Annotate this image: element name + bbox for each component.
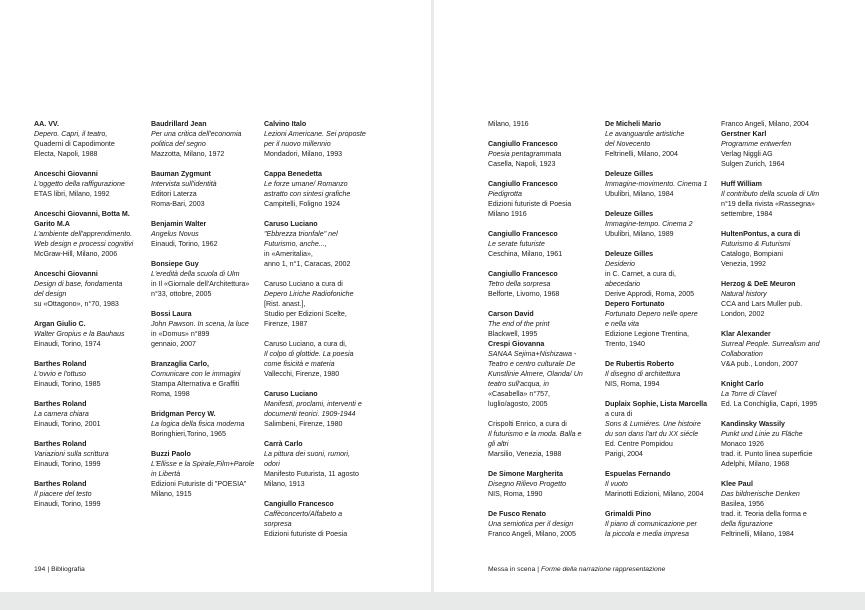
entry-author: Klar Alexander bbox=[721, 330, 771, 338]
bibliography-entry bbox=[264, 389, 382, 429]
entry-author: Carson David bbox=[488, 310, 534, 318]
entry-publication: Mazzotta, Milano, 1972 bbox=[151, 150, 225, 158]
entry-publication: Campitelli, Foligno 1924 bbox=[264, 200, 341, 208]
entry-author: Cangiullo Francesco bbox=[264, 500, 334, 508]
entry-title: Intervista sull'identità bbox=[151, 180, 217, 188]
entry-title: Collaboration bbox=[721, 350, 763, 358]
entry-publication: Adelphi, Milano, 1968 bbox=[721, 460, 790, 468]
entry-author: Bonsiepe Guy bbox=[151, 260, 199, 268]
entry-publication: Roma-Bari, 2003 bbox=[151, 200, 205, 208]
bibliography-entry bbox=[34, 209, 152, 259]
entry-publication: Studio per Edizioni Scelte, bbox=[264, 310, 347, 318]
entry-publication: Franco Angeli, Milano, 2005 bbox=[488, 530, 576, 538]
entry-title: La Torre di Clavel bbox=[721, 390, 777, 398]
entry-title: Il disegno di architettura bbox=[605, 370, 681, 378]
bibliography-entry bbox=[721, 119, 839, 169]
entry-author: Bossi Laura bbox=[151, 310, 192, 318]
entry-author: Barthes Roland bbox=[34, 480, 87, 488]
entry-author: Depero Fortunato bbox=[605, 300, 665, 308]
bibliography-entry bbox=[605, 469, 723, 499]
entry-author: Branzaglia Carlo, bbox=[151, 360, 209, 368]
bibliography-entry bbox=[721, 329, 839, 369]
entry-title: Le serate futuriste bbox=[488, 240, 545, 248]
entry-publication: Caruso Luciano, a cura di, bbox=[264, 340, 347, 348]
entry-title: Caffèconcerto/Alfabeto a bbox=[264, 510, 343, 518]
left-footer bbox=[34, 566, 85, 573]
entry-title: astratto con sintesi grafiche bbox=[264, 190, 351, 198]
bibliography-entry bbox=[34, 269, 152, 309]
entry-title: Le forze umane/ Romanzo bbox=[264, 180, 348, 188]
bib-column-1 bbox=[34, 119, 152, 519]
entry-author: Duplaix Sophie, Lista Marcella bbox=[605, 400, 708, 408]
entry-title: Variazioni sulla scrittura bbox=[34, 450, 109, 458]
entry-title: Futurismo, anche..., bbox=[264, 240, 327, 248]
entry-title: La logica della fisica moderna bbox=[151, 420, 245, 428]
entry-author: Espuelas Fernando bbox=[605, 470, 671, 478]
entry-publication: «Casabella» n°757, bbox=[488, 390, 550, 398]
entry-title: in Libertà bbox=[151, 470, 181, 478]
entry-title: e nella vita bbox=[605, 320, 639, 328]
entry-title: Manifesti, proclami, interventi e bbox=[264, 400, 362, 408]
entry-title: Natural history bbox=[721, 290, 767, 298]
entry-publication: McGraw-Hill, Milano, 2006 bbox=[34, 250, 118, 258]
entry-author: Cangiullo Francesco bbox=[488, 230, 558, 238]
entry-author: De Simone Margherita bbox=[488, 470, 563, 478]
entry-publication: Marinotti Edizioni, Milano, 2004 bbox=[605, 490, 704, 498]
entry-publication: a cura di bbox=[605, 410, 633, 418]
entry-author: Herzog & DeE Meuron bbox=[721, 280, 796, 288]
entry-author: Argan Giulio C. bbox=[34, 320, 86, 328]
bibliography-entry bbox=[721, 419, 839, 469]
entry-title: Web design e processi cognitivi bbox=[34, 240, 134, 248]
entry-author: Bridgman Percy W. bbox=[151, 410, 216, 418]
book-title: Messa in scena bbox=[488, 566, 536, 573]
entry-publication: Ubulibri, Milano, 1989 bbox=[605, 230, 674, 238]
entry-author: Baudrillard Jean bbox=[151, 120, 207, 128]
right-page bbox=[434, 0, 865, 592]
entry-author: AA. VV. bbox=[34, 120, 59, 128]
bibliography-entry bbox=[721, 179, 839, 219]
entry-title: Desiderio bbox=[605, 260, 635, 268]
entry-author: Caruso Luciano bbox=[264, 220, 318, 228]
entry-title: sorpresa bbox=[264, 520, 292, 528]
entry-title: Le avanguardie artistiche bbox=[605, 130, 685, 138]
entry-publication: luglio/agosto, 2005 bbox=[488, 400, 548, 408]
entry-publication: Catalogo, Bompiani bbox=[721, 250, 783, 258]
entry-publication: Basilea, 1956 bbox=[721, 500, 764, 508]
entry-publication: Edizioni futuriste di Poesia bbox=[264, 530, 348, 538]
bibliography-entry bbox=[34, 169, 152, 199]
entry-title: documenti teorici. 1909-1944 bbox=[264, 410, 356, 418]
entry-publication: Einaudi, Torino, 1962 bbox=[151, 240, 218, 248]
entry-title: per il nuovo millennio bbox=[264, 140, 331, 148]
entry-title: L'ambiente dell'apprendimento. bbox=[34, 230, 133, 238]
page-number: 194 bbox=[34, 566, 46, 573]
bibliography-entry bbox=[605, 209, 723, 239]
entry-publication: n°19 della rivista «Rassegna» bbox=[721, 200, 815, 208]
bibliography-entry bbox=[264, 119, 382, 159]
entry-publication: Casella, Napoli, 1923 bbox=[488, 160, 556, 168]
entry-author: Klee Paul bbox=[721, 480, 753, 488]
entry-publication: in «Domus» n°899 bbox=[151, 330, 210, 338]
bibliography-entry bbox=[34, 399, 152, 429]
entry-author: Cangiullo Francesco bbox=[488, 180, 558, 188]
entry-publication: Feltrinelli, Milano, 1984 bbox=[721, 530, 794, 538]
bibliography-entry bbox=[34, 119, 152, 159]
entry-publication: Quaderni di Capodimonte bbox=[34, 140, 115, 148]
entry-publication: Einaudi, Torino, 1985 bbox=[34, 380, 101, 388]
entry-author: Barthes Roland bbox=[34, 400, 87, 408]
entry-author: De Micheli Mario bbox=[605, 120, 661, 128]
bib-column-5 bbox=[605, 119, 723, 549]
bibliography-entry bbox=[151, 409, 269, 439]
entry-title: teatro sull'acqua, in bbox=[488, 380, 549, 388]
bib-column-2 bbox=[151, 119, 269, 509]
entry-title: L'ovvio e l'ottuso bbox=[34, 370, 87, 378]
entry-title: Il piano di comunicazione per bbox=[605, 520, 697, 528]
entry-title: Walter Gropius e la Bauhaus bbox=[34, 330, 125, 338]
entry-title: SANAA Sejima+Nishizawa - bbox=[488, 350, 577, 358]
entry-title: du son dans l'art du XX siécle bbox=[605, 430, 699, 438]
bibliography-entry bbox=[34, 479, 152, 509]
entry-author: HultenPontus, a cura di bbox=[721, 230, 801, 238]
entry-title: Futurismo & Futurismi bbox=[721, 240, 791, 248]
bibliography-entry bbox=[488, 139, 606, 169]
entry-publication: Salimbeni, Firenze, 1980 bbox=[264, 420, 343, 428]
entry-publication: Milano, 1913 bbox=[264, 480, 305, 488]
entry-publication: Ed. Centre Pompidou bbox=[605, 440, 673, 448]
bibliography-entry bbox=[264, 339, 382, 379]
entry-title: Immagine-tempo. Cinema 2 bbox=[605, 220, 693, 228]
entry-title: Punkt und Linie zu Fläche bbox=[721, 430, 803, 438]
entry-author: Caruso Luciano bbox=[264, 390, 318, 398]
section-name: Bibliografia bbox=[51, 566, 85, 573]
entry-publication: Firenze, 1987 bbox=[264, 320, 308, 328]
bibliography-entry bbox=[488, 269, 606, 299]
entry-publication: Einaudi, Torino, 2001 bbox=[34, 420, 101, 428]
bibliography-entry bbox=[34, 359, 152, 389]
entry-title: L'eredità della scuola di Ulm bbox=[151, 270, 240, 278]
entry-publication: su «Ottagono», n°70, 1983 bbox=[34, 300, 119, 308]
entry-author: Buzzi Paolo bbox=[151, 450, 191, 458]
bibliography-entry bbox=[488, 179, 606, 219]
entry-title: La camera chiara bbox=[34, 410, 89, 418]
entry-author: Calvino Italo bbox=[264, 120, 307, 128]
entry-author: Barthes Roland bbox=[34, 440, 87, 448]
bibliography-entry bbox=[488, 469, 606, 499]
bibliography-entry bbox=[151, 219, 269, 249]
entry-author: Deleuze Gilles bbox=[605, 170, 654, 178]
entry-title: politica del segno bbox=[151, 140, 206, 148]
bibliography-entry bbox=[151, 309, 269, 349]
entry-title: Lezioni Americane. Sei proposte bbox=[264, 130, 366, 138]
entry-author: Deleuze Gilles bbox=[605, 250, 654, 258]
entry-author: Gerstner Karl bbox=[721, 130, 767, 138]
bibliography-entry bbox=[488, 419, 606, 459]
entry-author: Cangiullo Francesco bbox=[488, 270, 558, 278]
entry-author: De Fusco Renato bbox=[488, 510, 546, 518]
entry-author: Benjamin Walter bbox=[151, 220, 207, 228]
entry-title: abecedario bbox=[605, 280, 641, 288]
entry-publication: in C. Carnet, a cura di, bbox=[605, 270, 676, 278]
entry-author: Anceschi Giovanni bbox=[34, 270, 98, 278]
entry-title: Depero Liriche Radiofoniche bbox=[264, 290, 354, 298]
entry-author: Kandinsky Wassily bbox=[721, 420, 785, 428]
entry-title: La pittura dei suoni, rumori, bbox=[264, 450, 350, 458]
bibliography-entry bbox=[264, 219, 382, 269]
entry-publication: Caruso Luciano a cura di bbox=[264, 280, 343, 288]
entry-publication: Ubulibri, Milano, 1984 bbox=[605, 190, 674, 198]
entry-publication: Vallecchi, Firenze, 1980 bbox=[264, 370, 340, 378]
entry-author: Anceschi Giovanni, Botta M. bbox=[34, 210, 130, 218]
entry-publication: Mondadori, Milano, 1993 bbox=[264, 150, 343, 158]
entry-title: Per una critica dell'economia bbox=[151, 130, 242, 138]
entry-author: Crespi Giovanna bbox=[488, 340, 545, 348]
entry-publication: settembre, 1984 bbox=[721, 210, 773, 218]
entry-publication: Ed. La Conchiglia, Capri, 1995 bbox=[721, 400, 818, 408]
entry-publication: Belforte, Livorno, 1968 bbox=[488, 290, 560, 298]
entry-publication: Editori Laterza bbox=[151, 190, 197, 198]
bibliography-entry bbox=[264, 439, 382, 489]
entry-author: Carrà Carlo bbox=[264, 440, 303, 448]
entry-publication: Edizioni Futuriste di "POESIA" bbox=[151, 480, 247, 488]
bibliography-entry bbox=[264, 279, 382, 329]
entry-title: Comunicare con le immagini bbox=[151, 370, 241, 378]
bibliography-entry bbox=[605, 399, 723, 459]
entry-title: la piccola e media impresa bbox=[605, 530, 689, 538]
entry-publication: Monaco 1926 bbox=[721, 440, 764, 448]
bibliography-entry bbox=[488, 229, 606, 259]
entry-publication: n°33, ottobre, 2005 bbox=[151, 290, 212, 298]
entry-publication: Blackwell, 1995 bbox=[488, 330, 538, 338]
entry-title: Depero. Capri, il teatro, bbox=[34, 130, 108, 138]
entry-publication: Einaudi, Torino, 1999 bbox=[34, 500, 101, 508]
bib-column-6 bbox=[721, 119, 839, 549]
entry-publication: Edizione Legione Trentina, bbox=[605, 330, 690, 338]
entry-author: Huff William bbox=[721, 180, 762, 188]
entry-author: De Rubertis Roberto bbox=[605, 360, 674, 368]
bibliography-entry bbox=[151, 119, 269, 159]
entry-publication: Milano 1916 bbox=[488, 210, 527, 218]
bibliography-entry bbox=[264, 169, 382, 209]
entry-publication: [Rist. anast.], bbox=[264, 300, 306, 308]
entry-title: Design di base, fondamenta bbox=[34, 280, 123, 288]
entry-publication: Feltrinelli, Milano, 2004 bbox=[605, 150, 678, 158]
entry-title: Kunstlinie Almere, Olanda/ Un bbox=[488, 370, 583, 378]
bibliography-entry bbox=[605, 359, 723, 389]
entry-title: gli altri bbox=[488, 440, 509, 448]
bibliography-entry bbox=[721, 229, 839, 269]
entry-title: Immagine-movimento. Cinema 1 bbox=[605, 180, 708, 188]
right-footer bbox=[488, 566, 665, 573]
entry-title: "Ebbrezza trionfale" nel bbox=[264, 230, 338, 238]
entry-title: Il vuoto bbox=[605, 480, 628, 488]
entry-title: Il piacere del testo bbox=[34, 490, 92, 498]
entry-publication: Marsilio, Venezia, 1988 bbox=[488, 450, 562, 458]
entry-title: Disegno Rilievo Progetto bbox=[488, 480, 567, 488]
entry-author: Grimaldi Pino bbox=[605, 510, 652, 518]
bibliography-entry bbox=[605, 119, 723, 159]
entry-publication: in Il «Giornale dell'Architettura» bbox=[151, 280, 250, 288]
entry-author: Cangiullo Francesco bbox=[488, 140, 558, 148]
entry-title: Tetro della sorpresa bbox=[488, 280, 551, 288]
entry-publication: NIS, Roma, 1990 bbox=[488, 490, 543, 498]
entry-title: L'oggetto della raffigurazione bbox=[34, 180, 125, 188]
entry-publication: Ceschina, Milano, 1961 bbox=[488, 250, 563, 258]
bib-column-4 bbox=[488, 119, 606, 549]
bibliography-entry bbox=[264, 499, 382, 539]
bibliography-entry bbox=[34, 439, 152, 469]
entry-publication: Verlag Niggli AG bbox=[721, 150, 773, 158]
entry-publication: Einaudi, Torino, 1999 bbox=[34, 460, 101, 468]
entry-publication: trad. it. Punto linea superficie bbox=[721, 450, 813, 458]
entry-publication: Crispolti Enrico, a cura di bbox=[488, 420, 567, 428]
entry-title: della figurazione bbox=[721, 520, 773, 528]
entry-publication: V&A pub., London, 2007 bbox=[721, 360, 798, 368]
bibliography-entry bbox=[488, 509, 606, 539]
entry-author: Bauman Zygmunt bbox=[151, 170, 211, 178]
bibliography-entry bbox=[151, 259, 269, 299]
bibliography-entry bbox=[721, 479, 839, 539]
entry-title: Das bildnerische Denken bbox=[721, 490, 800, 498]
footer-separator: | bbox=[537, 566, 539, 573]
entry-title: Piedigrotta bbox=[488, 190, 522, 198]
bibliography-entry bbox=[721, 279, 839, 319]
bibliography-entry bbox=[34, 319, 152, 349]
entry-publication: Stampa Alternativa e Graffiti bbox=[151, 380, 240, 388]
entry-author: Garito M.A bbox=[34, 220, 70, 228]
entry-author: Barthes Roland bbox=[34, 360, 87, 368]
entry-publication: CCA and Lars Muller pub. bbox=[721, 300, 803, 308]
bib-column-3 bbox=[264, 119, 382, 549]
entry-publication: anno 1, n°1, Caracas, 2002 bbox=[264, 260, 351, 268]
entry-publication: ETAS libri, Milano, 1992 bbox=[34, 190, 110, 198]
entry-title: come fisicità e materia bbox=[264, 360, 335, 368]
entry-publication: gennaio, 2007 bbox=[151, 340, 196, 348]
entry-publication: in «Ameritalia», bbox=[264, 250, 313, 258]
bibliography-entry bbox=[605, 169, 723, 199]
entry-title: del Novecento bbox=[605, 140, 651, 148]
entry-title: del design bbox=[34, 290, 67, 298]
bibliography-entry bbox=[721, 379, 839, 409]
entry-title: Programme entwerfen bbox=[721, 140, 792, 148]
entry-publication: Einaudi, Torino, 1974 bbox=[34, 340, 101, 348]
entry-title: Angelus Novus bbox=[151, 230, 199, 238]
entry-title: Surreal People. Surrealism and bbox=[721, 340, 820, 348]
entry-publication: Manifesto Futurista, 11 agosto bbox=[264, 470, 359, 478]
entry-publication: NIS, Roma, 1994 bbox=[605, 380, 660, 388]
entry-title: John Pawson. In scena, la luce bbox=[151, 320, 249, 328]
entry-author: Deleuze Gilles bbox=[605, 210, 654, 218]
entry-author: Cappa Benedetta bbox=[264, 170, 322, 178]
bibliography-entry bbox=[151, 359, 269, 399]
entry-title: Sons & Lumiéres. Une histoire bbox=[605, 420, 701, 428]
entry-publication: Electa, Napoli, 1988 bbox=[34, 150, 98, 158]
entry-title: Il colpo di glottide. La poesia bbox=[264, 350, 354, 358]
entry-title: odori bbox=[264, 460, 280, 468]
entry-publication: Derive Approdi, Roma, 2005 bbox=[605, 290, 695, 298]
entry-publication: Roma, 1998 bbox=[151, 390, 190, 398]
entry-title: Il futurismo e la moda. Balla e bbox=[488, 430, 582, 438]
entry-publication: Venezia, 1992 bbox=[721, 260, 766, 268]
bibliography-entry bbox=[488, 309, 606, 409]
entry-title: L'Ellisse e la Spirale,Film+Parole bbox=[151, 460, 255, 468]
entry-author: Knight Carlo bbox=[721, 380, 764, 388]
entry-publication: Parigi, 2004 bbox=[605, 450, 643, 458]
bibliography-entry bbox=[488, 119, 606, 129]
entry-title: Poesia pentagrammata bbox=[488, 150, 562, 158]
bibliography-entry bbox=[151, 449, 269, 499]
entry-publication: trad. it. Teoria della forma e bbox=[721, 510, 807, 518]
bibliography-entry bbox=[151, 169, 269, 209]
entry-publication: Franco Angeli, Milano, 2004 bbox=[721, 120, 809, 128]
entry-title: Fortunato Depero nelle opere bbox=[605, 310, 698, 318]
entry-publication: Milano, 1915 bbox=[151, 490, 192, 498]
bibliography-entry bbox=[605, 509, 723, 539]
entry-publication: London, 2002 bbox=[721, 310, 765, 318]
entry-title: Una semiotica per il design bbox=[488, 520, 574, 528]
entry-title: The end of the print bbox=[488, 320, 550, 328]
entry-title: Teatro e centro culturale De bbox=[488, 360, 576, 368]
entry-title: Il contributo della scuola di Ulm bbox=[721, 190, 820, 198]
entry-publication: Trento, 1940 bbox=[605, 340, 645, 348]
footer-separator: | bbox=[47, 566, 50, 573]
entry-publication: Edizioni futuriste di Poesia bbox=[488, 200, 572, 208]
entry-publication: Sulgen Zurich, 1964 bbox=[721, 160, 785, 168]
entry-author: Anceschi Giovanni bbox=[34, 170, 98, 178]
bibliography-entry bbox=[605, 249, 723, 349]
entry-publication: Milano, 1916 bbox=[488, 120, 529, 128]
entry-publication: Boringhieri,Torino, 1965 bbox=[151, 430, 226, 438]
left-page bbox=[0, 0, 431, 592]
book-subtitle: Forme della narrazione rappresentazione bbox=[541, 566, 666, 573]
